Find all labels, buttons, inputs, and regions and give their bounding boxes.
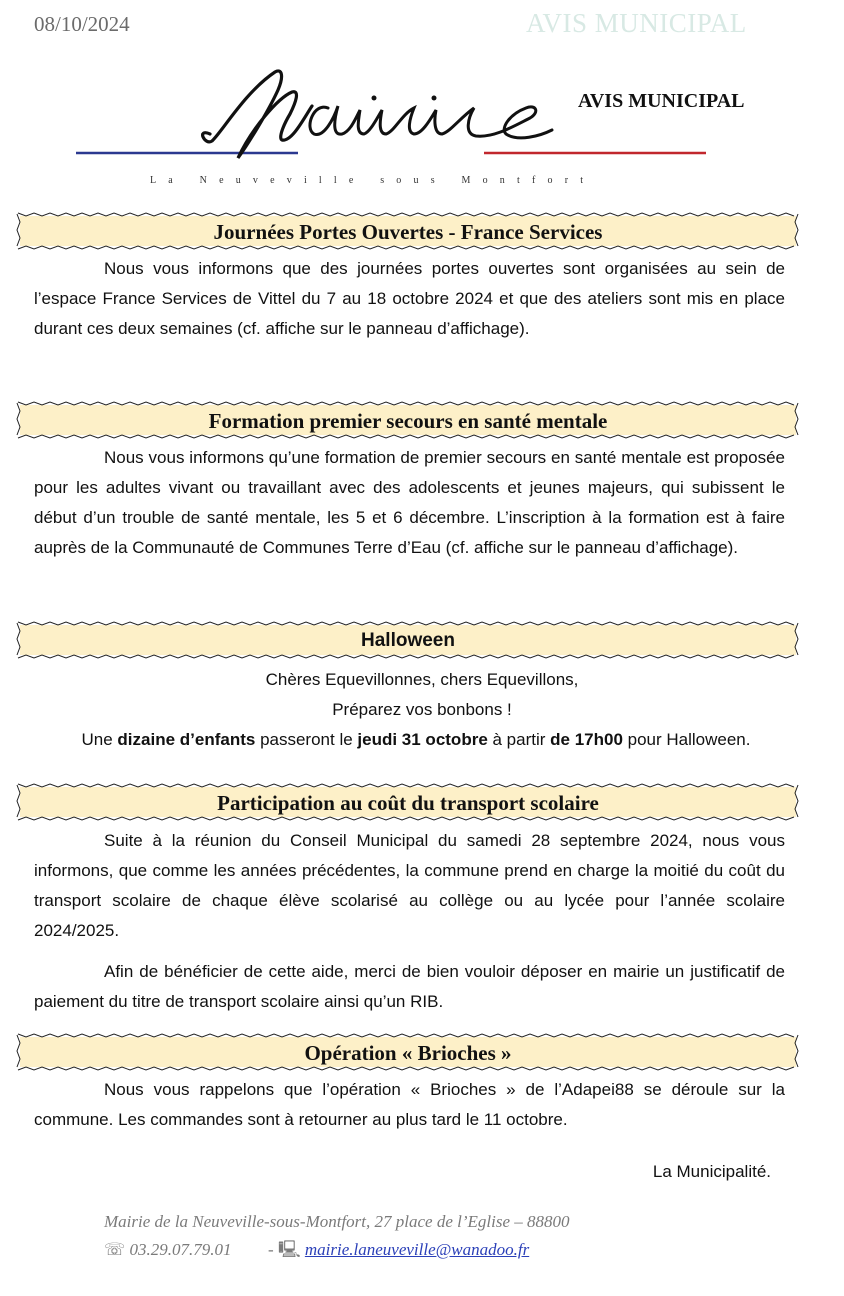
paragraph-text: Suite à la réunion du Conseil Municipal du samedi 28 septembre 2024, nous vous informons, que comme les années précédentes, la commune prend en charge la moitié du coût du transport scolaire de chaque élève scolarisé au collège ou au lycée pour l’année scolaire 2024/2025.	[34, 831, 785, 940]
footer-phone: 03.29.07.79.01	[129, 1240, 232, 1259]
text-run: à partir	[487, 730, 551, 749]
section-title: Halloween	[361, 630, 455, 651]
section-banner	[14, 210, 802, 252]
paragraph-text: Nous vous informons qu’une formation de premier secours en santé mentale est proposée pour les adultes vivant ou travaillant avec des adolescents et jeunes majeurs, qui subissent le début d’un trouble de santé mentale, les 5 et 6 décembre. L’inscription à la formation est à faire auprès de la Communauté de Communes Terre d’Eau (cf. affiche sur le panneau d’affichage).	[34, 448, 785, 557]
paragraph-text: Nous vous rappelons que l’opération « Brioches » de l’Adapei88 se déroule sur la commune. Les commandes sont à retourner au plus tard le 11 octobre.	[34, 1080, 785, 1129]
halloween-line: Chères Equevillonnes, chers Equevillons,	[265, 670, 579, 689]
header-watermark: AVIS MUNICIPAL	[526, 8, 747, 38]
section-title: Participation au coût du transport scolaire	[217, 791, 599, 815]
section-title: Opération « Brioches »	[304, 1041, 512, 1065]
telephone-icon: ☏	[104, 1240, 126, 1259]
section-banner	[14, 1031, 802, 1073]
section-paragraph	[34, 826, 785, 946]
notice-date: 08/10/2024	[34, 12, 130, 36]
section-title: Formation premier secours en santé mentale	[208, 409, 608, 433]
section-paragraph	[34, 957, 785, 1017]
section-paragraph	[34, 443, 785, 563]
bold-run: jeudi 31 octobre	[357, 730, 488, 749]
section-banner	[14, 399, 802, 441]
section-paragraph	[34, 1075, 785, 1135]
halloween-line: Préparez vos bonbons !	[332, 700, 512, 719]
notice-title: AVIS MUNICIPAL	[578, 90, 745, 112]
footer-email-link[interactable]: mairie.laneuveville@wanadoo.fr	[304, 1240, 530, 1259]
bold-run: de 17h00	[550, 730, 623, 749]
text-run: Une	[81, 730, 118, 749]
halloween-line	[0, 725, 838, 755]
bold-run: dizaine d’enfants	[117, 730, 256, 749]
text-run: pour Halloween.	[622, 730, 751, 749]
mairie-logo	[70, 62, 720, 192]
computer-icon: 🖳	[277, 1240, 301, 1259]
text-run: passeront le	[255, 730, 358, 749]
footer-separator: -	[268, 1240, 274, 1259]
logo-subtitle: La Neuveville sous Montfort	[150, 175, 596, 186]
section-paragraph	[34, 254, 785, 344]
section-banner	[14, 619, 802, 661]
paragraph-text: Nous vous informons que des journées portes ouvertes sont organisées au sein de l’espace France Services de Vittel du 7 au 18 octobre 2024 et que des ateliers sont mis en place durant ces deux semaines (cf. affiche sur le panneau d’affichage).	[34, 259, 785, 338]
footer-address: Mairie de la Neuveville-sous-Montfort, 27 place de l’Eglise – 88800	[104, 1212, 570, 1231]
section-title: Journées Portes Ouvertes - France Services	[213, 220, 603, 244]
section-banner	[14, 781, 802, 823]
footer-contact	[104, 1237, 529, 1266]
signature: La Municipalité.	[652, 1162, 771, 1181]
paragraph-text: Afin de bénéficier de cette aide, merci de bien vouloir déposer en mairie un justificatif de paiement du titre de transport scolaire ainsi qu’un RIB.	[34, 962, 785, 1011]
